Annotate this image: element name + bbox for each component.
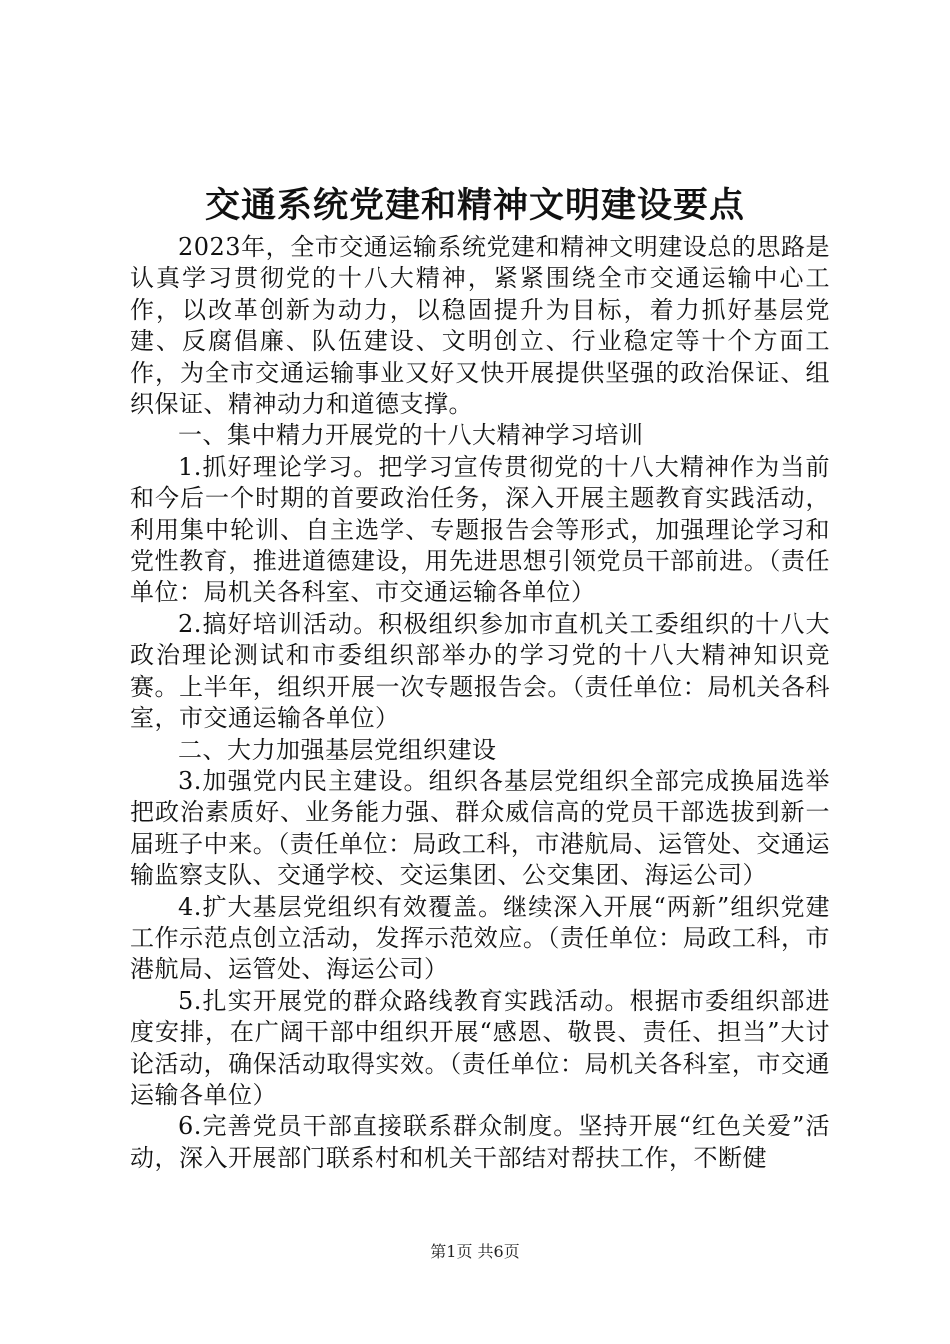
page-footer: 第1页 共6页 bbox=[430, 1242, 520, 1261]
section-heading-2: 二、大力加强基层党组织建设 bbox=[178, 735, 497, 764]
document-body bbox=[130, 232, 830, 1174]
intro-paragraph: 2023年，全市交通运输系统党建和精神文明建设总的思路是认真学习贯彻党的十八大精神，紧紧围绕全市交通运输中心工作，以改革创新为动力，以稳固提升为目标，着力抓好基层党建、反腐倡廉、队伍建设、文明创立、行业稳定等十个方面工作，为全市交通运输事业又好又快开展提供坚强的政治保证、组织保证、精神动力和道德支撑。 bbox=[130, 233, 830, 419]
item-paragraph-1: 1.抓好理论学习。把学习宣传贯彻党的十八大精神作为当前和今后一个时期的首要政治任务，深入开展主题教育实践活动，利用集中轮训、自主选学、专题报告会等形式，加强理论学习和党性教育，推进道德建设，用先进思想引领党员干部前进。（责任单位：局机关各科室、市交通运输各单位） bbox=[130, 452, 830, 607]
item-paragraph-5: 5.扎实开展党的群众路线教育实践活动。根据市委组织部进度安排，在广阔干部中组织开展“感恩、敬畏、责任、担当”大讨论活动，确保活动取得实效。（责任单位：局机关各科室，市交通运输各单位） bbox=[130, 986, 830, 1109]
document-title: 交通系统党建和精神文明建设要点 bbox=[204, 185, 745, 226]
item-paragraph-2: 2.搞好培训活动。积极组织参加市直机关工委组织的十八大政治理论测试和市委组织部举办的学习党的十八大精神知识竞赛。上半年，组织开展一次专题报告会。（责任单位：局机关各科室，市交通运输各单位） bbox=[130, 609, 830, 733]
section-heading-1: 一、集中精力开展党的十八大精神学习培训 bbox=[178, 421, 644, 450]
item-paragraph-4: 4.扩大基层党组织有效覆盖。继续深入开展“两新”组织党建工作示范点创立活动，发挥示范效应。（责任单位：局政工科，市港航局、运管处、海运公司） bbox=[130, 892, 830, 984]
item-paragraph-6: 6.完善党员干部直接联系群众制度。坚持开展“红色关爱”活动，深入开展部门联系村和机关干部结对帮扶工作，不断健 bbox=[130, 1112, 830, 1172]
item-paragraph-3: 3.加强党内民主建设。组织各基层党组织全部完成换届选举把政治素质好、业务能力强、群众威信高的党员干部选拔到新一届班子中来。（责任单位：局政工科，市港航局、运管处、交通运输监察支队、交通学校、交运集团、公交集团、海运公司） bbox=[130, 766, 830, 890]
